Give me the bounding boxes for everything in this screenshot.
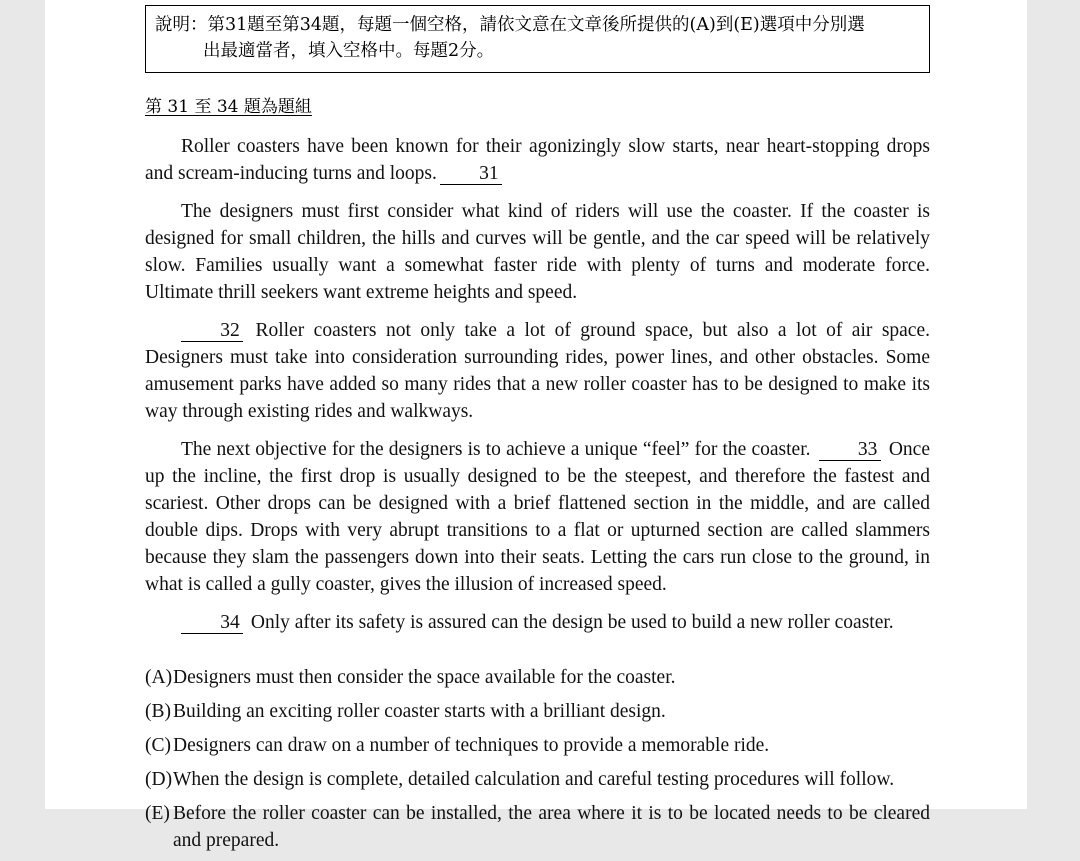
document-page (45, 0, 1027, 851)
paragraph-2-text: The designers must first consider what kind of riders will use the coaster. If the coaster is designed for small children, the hills and curves will be gentle, and the car speed will be relatively slow. Families usually want a somewhat faster ride with plenty of turns and moderate force. Ultimate thrill seekers want extreme heights and speed. (145, 201, 930, 303)
option-d[interactable] (145, 766, 930, 793)
section-heading-wrap (145, 73, 930, 119)
blank-33: 33 (819, 440, 881, 461)
option-c-label: (C) (145, 735, 171, 756)
blank-31: 31 (440, 164, 502, 185)
option-c[interactable] (145, 732, 930, 759)
blank-32: 32 (181, 321, 243, 342)
passage-paragraph-2 (145, 198, 930, 306)
instruction-line-2: 出最適當者，填入空格中。每題2分。 (203, 41, 495, 61)
passage-paragraph-1 (145, 133, 930, 187)
option-a-text: Designers must then consider the space available for the coaster. (173, 667, 676, 688)
paragraph-4-text-a: The next objective for the designers is to achieve a unique “feel” for the coaster. (181, 439, 811, 460)
passage-paragraph-5 (145, 609, 930, 636)
option-a-label: (A) (145, 667, 173, 688)
option-b-label: (B) (145, 701, 171, 722)
option-d-label: (D) (145, 769, 173, 790)
option-e-text: Before the roller coaster can be installed, the area where it is to be located needs to be cleared and prepared. (173, 803, 930, 851)
option-a[interactable] (145, 664, 930, 691)
instruction-line-1: 說明：第31題至第34題，每題一個空格，請依文意在文章後所提供的(A)到(E)選項中分別選 (155, 15, 865, 35)
option-b-text: Building an exciting roller coaster starts with a brilliant design. (173, 701, 666, 722)
passage-paragraph-4 (145, 436, 930, 598)
blank-34: 34 (181, 613, 243, 634)
option-d-text: When the design is complete, detailed calculation and careful testing procedures will follow. (173, 769, 895, 790)
option-e-label: (E) (145, 803, 170, 824)
paragraph-4-text-b: Once up the incline, the first drop is usually designed to be the steepest, and therefore the fastest and scariest. Other drops can be designed with a brief flattened section in the middle, and are called double dips. Drops with very abrupt transitions to a flat or upturned section are called slammers because they slam the passengers down into their seats. Letting the cars run close to the ground, in what is called a gully coaster, gives the illusion of increased speed. (145, 439, 930, 595)
paragraph-3-text: Roller coasters not only take a lot of ground space, but also a lot of air space. Designers must take into consideration surrounding rides, power lines, and other obstacles. Some amusement parks have added so many rides that a new roller coaster has to be designed to make its way through existing rides and walkways. (145, 320, 930, 422)
option-c-text: Designers can draw on a number of techniques to provide a memorable ride. (173, 735, 770, 756)
paragraph-5-text: Only after its safety is assured can the design be used to build a new roller coaster. (250, 612, 894, 633)
options-list (145, 664, 930, 854)
option-e[interactable] (145, 800, 930, 854)
document-content (145, 0, 930, 861)
passage-paragraph-3 (145, 317, 930, 425)
section-heading: 第 31 至 34 題為題組 (145, 97, 312, 117)
paragraph-1-text: Roller coasters have been known for their agonizingly slow starts, near heart-stopping drops and scream-inducing turns and loops. (145, 136, 930, 184)
option-b[interactable] (145, 698, 930, 725)
instruction-box (145, 5, 930, 73)
